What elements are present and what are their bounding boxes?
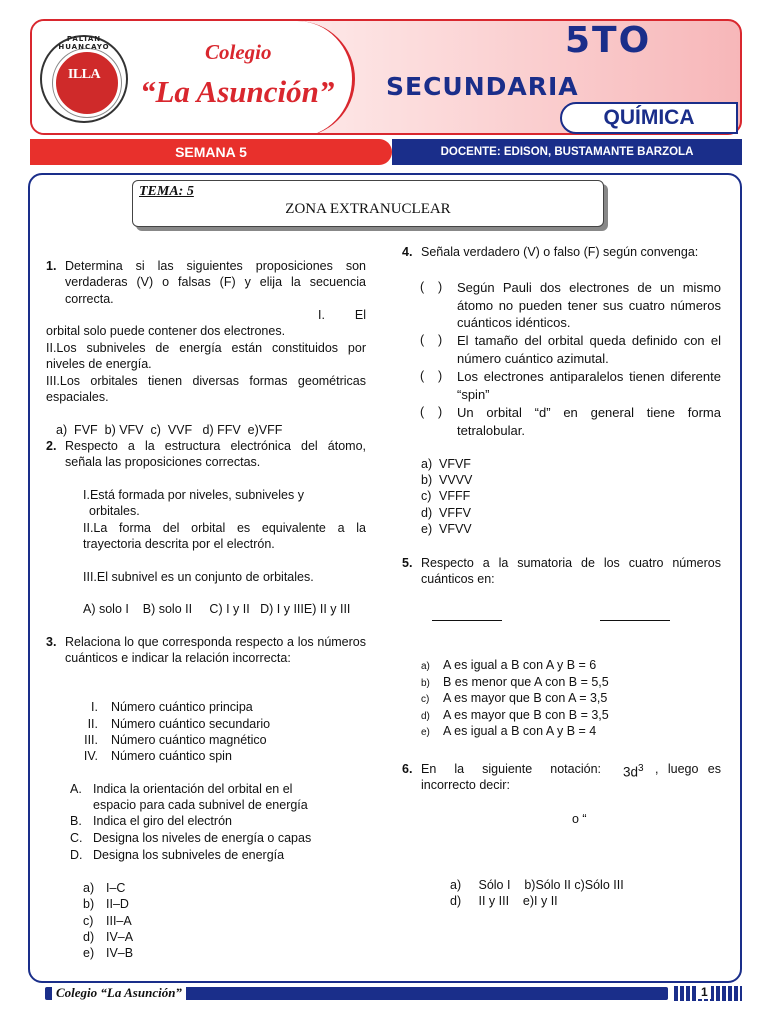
q5-blank-b — [600, 620, 670, 621]
q4-paren-3: ( ) — [420, 369, 443, 383]
q4-opt-b-num: b) — [421, 473, 433, 487]
q3-letter-b-num: B. — [70, 814, 82, 828]
q5-opt-c: A es mayor que B con A = 3,5 — [443, 691, 608, 705]
q3-letter-c-num: C. — [70, 831, 83, 845]
q6-notation — [623, 761, 644, 781]
topic-label: TEMA: 5 — [139, 184, 194, 199]
q3-roman-3: Número cuántico magnético — [111, 733, 267, 747]
course-label: QUÍMICA — [560, 102, 738, 134]
q4-opt-d-num: d) — [421, 506, 433, 520]
q3-roman-4-num: IV. — [83, 749, 98, 763]
q3-roman-3-num: III. — [84, 733, 98, 747]
q5-blank-a — [432, 620, 502, 621]
q4-opt-b: VVVV — [439, 473, 473, 487]
q6-stem-end: incorrecto decir: — [421, 778, 510, 792]
q3-roman-2: Número cuántico secundario — [111, 717, 271, 731]
q3-opt-b: II–D — [106, 897, 129, 911]
q3-letter-c: Designa los niveles de energía o capas — [93, 831, 312, 845]
q3-opt-a-num: a) — [83, 881, 95, 895]
q3-opt-b-num: b) — [83, 897, 95, 911]
q3-opt-a: I–C — [106, 881, 126, 895]
q4-opt-a-num: a) — [421, 457, 433, 471]
q3-stem: Relaciona lo que corresponda respecto a los números cuánticos e indicar la relación incorrecta: — [65, 635, 366, 666]
teacher-bar: DOCENTE: EDISON, BUSTAMANTE BARZOLA — [392, 139, 742, 165]
q2-prop3: III.El subnivel es un conjunto de orbitales. — [83, 570, 314, 584]
q3-number: 3. — [46, 635, 57, 649]
topic-box — [132, 180, 604, 227]
footer-school: Colegio “La Asunción” — [52, 985, 186, 1001]
q3-letter-a-cont: espacio para cada subnivel de energía — [93, 798, 308, 812]
q5-number: 5. — [402, 556, 413, 570]
colegio-name: “La Asunción” — [140, 74, 335, 109]
q1-prop1: orbital solo puede contener dos electrones. — [46, 324, 286, 338]
q1-prop2: II.Los subniveles de energía están constituidos por niveles de energía. — [46, 341, 366, 372]
q3-roman-1: Número cuántico principa — [111, 700, 253, 714]
page-number: 1 — [698, 985, 711, 999]
q4-stem: Señala verdadero (V) o falso (F) según convenga: — [421, 245, 699, 259]
q5-opt-a-num: a) — [421, 661, 430, 672]
q5-opt-d-num: d) — [421, 711, 430, 722]
q5-opt-b: B es menor que A con B = 5,5 — [443, 675, 609, 689]
week-bar: SEMANA 5 — [30, 139, 392, 165]
grade-label: 5TO — [565, 20, 652, 61]
q4-paren-4: ( ) — [420, 405, 443, 419]
q6-stem-middle: , luego es — [655, 762, 721, 776]
q3-letter-a-num: A. — [70, 782, 82, 796]
q5-opt-d: A es mayor que B con B = 3,5 — [443, 708, 609, 722]
q4-statement-4: Un orbital “d” en general tiene forma tetralobular. — [457, 405, 721, 438]
q4-opt-e: VFVV — [439, 522, 472, 536]
q4-opt-c-num: c) — [421, 489, 432, 503]
q4-paren-1: ( ) — [420, 280, 443, 294]
q3-opt-d: IV–A — [106, 930, 134, 944]
q5-opt-e: A es igual a B con A y B = 4 — [443, 724, 597, 738]
level-label: SECUNDARIA — [386, 72, 579, 101]
q3-roman-4: Número cuántico spin — [111, 749, 232, 763]
q2-prop2: II.La forma del orbital es equivalente a la trayectoria descrita por el electrón. — [83, 521, 366, 552]
q5-opt-c-num: c) — [421, 694, 430, 705]
q3-roman-2-num: II. — [87, 717, 98, 731]
q1-prop1-start: I. El — [318, 308, 366, 322]
q6-number: 6. — [402, 762, 413, 776]
q4-statement-2: El tamaño del orbital queda definido con el número cuántico azimutal. — [457, 333, 721, 366]
q2-options: A) solo I B) solo II C) I y II D) I y IIIE) II y III — [83, 602, 351, 616]
q1-stem: Determina si las siguientes proposiciones son verdaderas (V) o falsas (F) y elija la secuencia correcta. — [65, 259, 366, 306]
q2-stem: Respecto a la estructura electrónica del átomo, señala las proposiciones correctas. — [65, 439, 366, 470]
q5-opt-a: A es igual a B con A y B = 6 — [443, 658, 597, 672]
q4-opt-e-num: e) — [421, 522, 433, 536]
q1-prop3: III.Los orbitales tienen diversas formas geométricas espaciales. — [46, 374, 366, 405]
q3-letter-b: Indica el giro del electrón — [93, 814, 232, 828]
q6-fragment: o “ — [572, 812, 587, 826]
school-logo — [36, 33, 133, 128]
q4-statement-1: Según Pauli dos electrones de un mismo átomo no pueden tener sus cuatro números cuánticos idénticos. — [457, 280, 721, 331]
q3-letter-d: Designa los subniveles de energía — [93, 848, 285, 862]
q3-opt-e: IV–B — [106, 946, 134, 960]
topic-title: ZONA EXTRANUCLEAR — [285, 201, 451, 217]
q4-opt-c: VFFF — [439, 489, 471, 503]
q5-opt-b-num: b) — [421, 678, 430, 689]
q6-options-1: a) Sólo I b)Sólo II c)Sólo III — [450, 878, 624, 892]
q6-notation-sup: 3 — [638, 763, 644, 774]
q3-roman-1-num: I. — [91, 700, 98, 714]
q4-number: 4. — [402, 245, 413, 259]
q2-prop1-cont: orbitales. — [89, 504, 140, 518]
q4-paren-2: ( ) — [420, 333, 443, 347]
q5-stem: Respecto a la sumatoria de los cuatro números cuánticos en: — [421, 556, 721, 587]
colegio-label: Colegio — [205, 40, 272, 64]
q6-options-2: d) II y III e)I y II — [450, 894, 558, 908]
q1-options: a) FVF b) VFV c) VVF d) FFV e)VFF — [56, 423, 283, 437]
logo-top-text: PALIAN HUANCAYO — [58, 35, 110, 51]
logo-text: ILLA — [67, 67, 101, 82]
q3-opt-e-num: e) — [83, 946, 95, 960]
q4-statement-3: Los electrones antiparalelos tienen diferente “spin” — [457, 369, 721, 402]
q1-number: 1. — [46, 259, 57, 273]
q2-prop1: I.Está formada por niveles, subniveles y — [83, 488, 304, 502]
q3-opt-d-num: d) — [83, 930, 95, 944]
q6-notation-base: 3d — [623, 764, 639, 780]
q3-opt-c: III–A — [106, 914, 132, 928]
q6-stem-start: En la siguiente notación: — [421, 762, 601, 776]
q4-opt-a: VFVF — [439, 457, 471, 471]
q3-letter-d-num: D. — [70, 848, 83, 862]
q5-opt-e-num: e) — [421, 727, 430, 738]
q4-opt-d: VFFV — [439, 506, 471, 520]
q3-letter-a: Indica la orientación del orbital en el — [93, 782, 293, 796]
q2-number: 2. — [46, 439, 57, 453]
q3-opt-c-num: c) — [83, 914, 94, 928]
logo-emblem — [53, 49, 121, 117]
